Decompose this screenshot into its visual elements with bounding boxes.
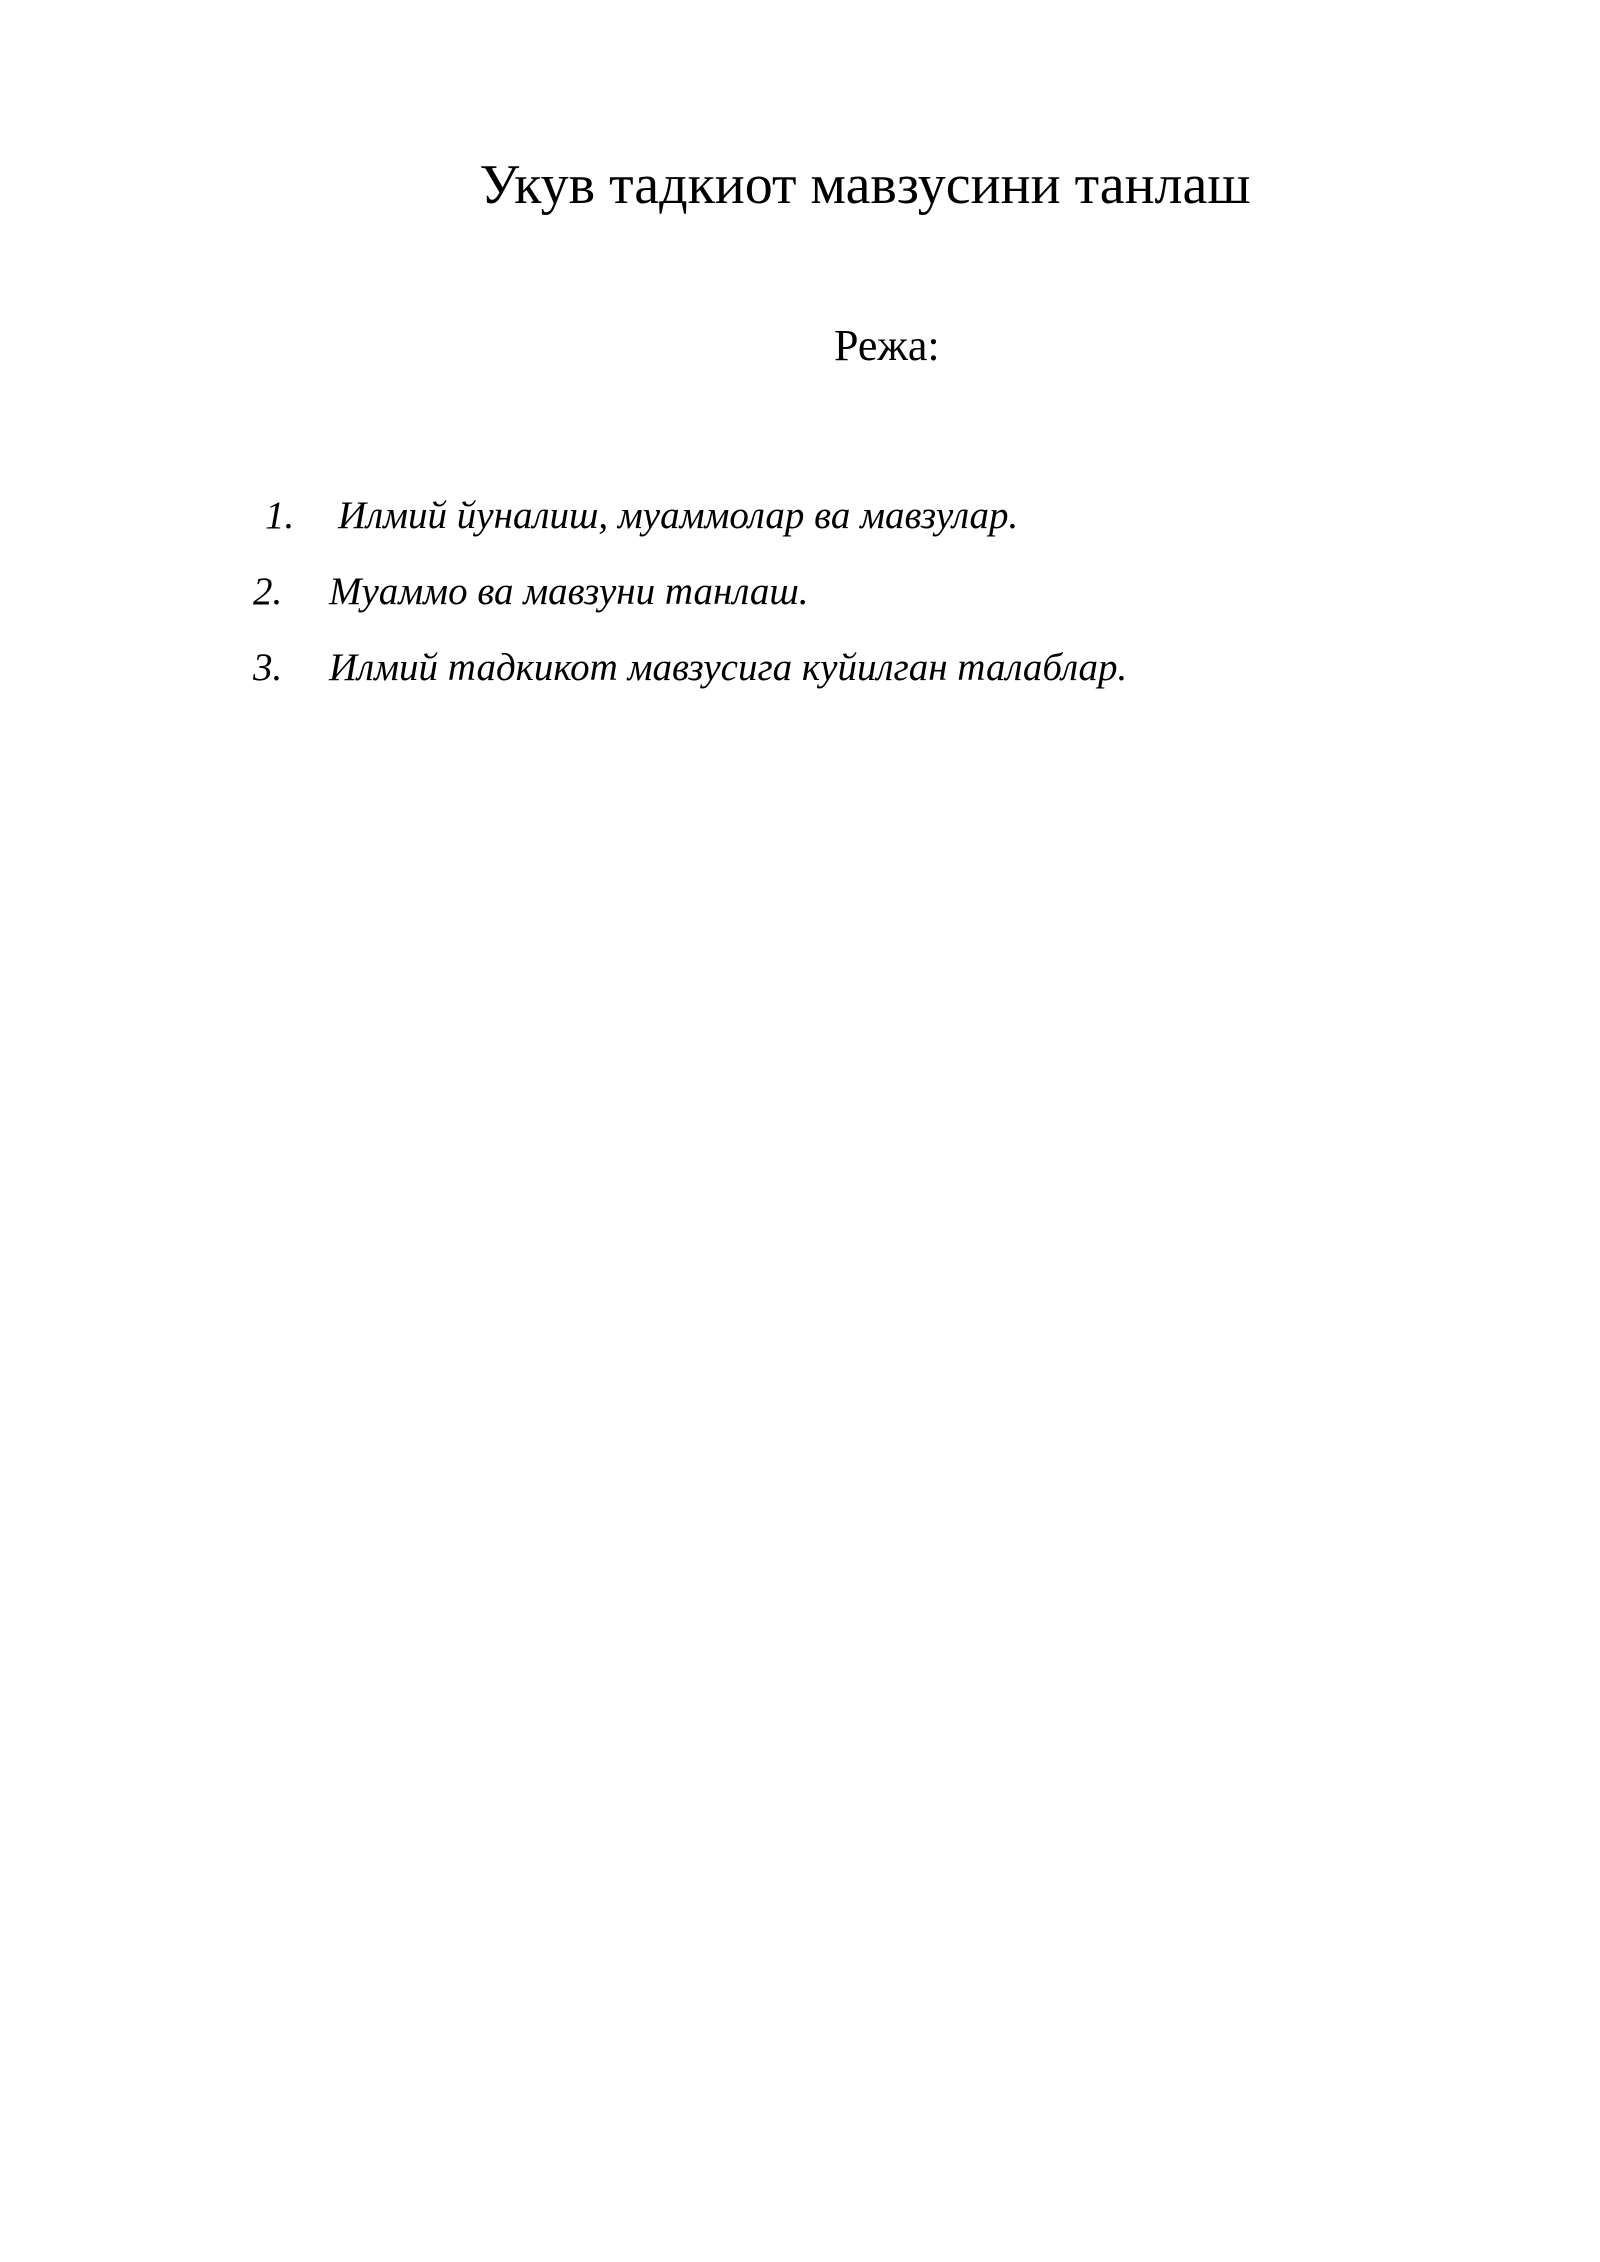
- plan-item-number: 2.: [253, 570, 283, 613]
- plan-heading: Режа:: [834, 321, 940, 370]
- plan-item-text: Илмий тадкикот мавзусига куйилган талаблар.: [329, 646, 1128, 689]
- plan-item: [0, 486, 1400, 546]
- document-title: Укув тадкиот мавзусини танлаш: [479, 154, 1251, 216]
- plan-item: [0, 562, 1400, 622]
- plan-item-number: 1.: [265, 494, 295, 537]
- plan-item-text: Илмий йуналиш, муаммолар ва мавзулар.: [338, 494, 1019, 537]
- plan-item-text: Муаммо ва мавзуни танлаш.: [329, 570, 809, 613]
- plan-item-number: 3.: [253, 646, 283, 689]
- plan-item: [0, 638, 1400, 698]
